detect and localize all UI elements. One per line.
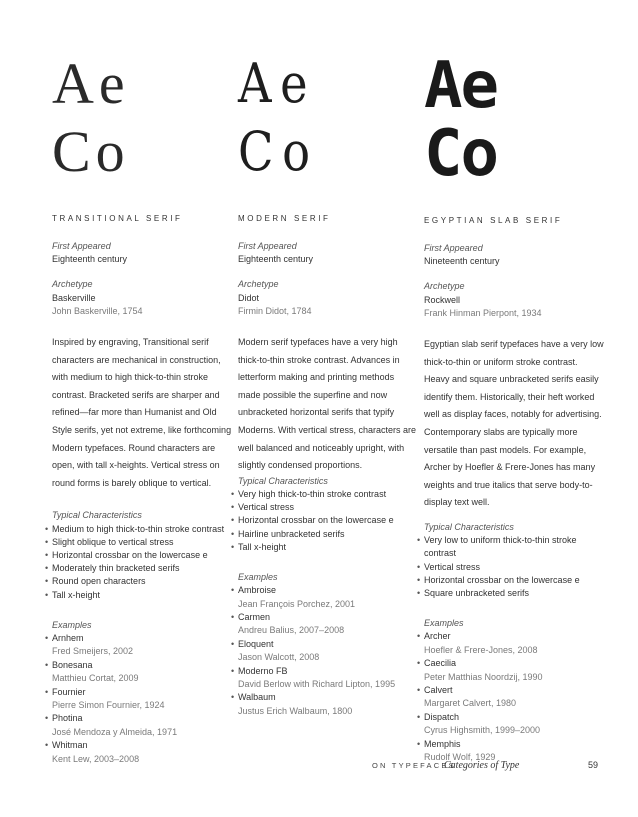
examples-section [231, 571, 421, 718]
example-designer: Fred Smeijers, 2002 [52, 646, 134, 657]
example-designer: David Berlow with Richard Lipton, 1995 [238, 679, 396, 690]
bullet-icon: • [231, 638, 235, 649]
field-label: First Appeared [52, 241, 111, 251]
specimen-line: Ae [52, 51, 130, 116]
bullet-icon: • [417, 535, 421, 546]
list-item [417, 534, 604, 560]
example-designer: Hoefler & Frere-Jones, 2008 [424, 644, 538, 655]
list-item [231, 541, 418, 554]
list-item [45, 575, 232, 588]
archetype [238, 278, 418, 318]
example-designer: Andreu Balius, 2007–2008 [238, 625, 345, 636]
description: Inspired by engraving, Transitional serif characters are mechanical in construction, with medium to high thick-to-thin stroke contrast. Bracketed serifs are sharper and refined—far more than Humanist and Old Style serifs, yet not extreme, like forthcoming Modern typefaces. Round characters are open, with tall x-heights. Vertical stress on round forms is barely oblique to vertical. [52, 337, 232, 488]
section-label: Typical Characteristics [238, 475, 328, 486]
list-item-text: Horizontal crossbar on the lowercase e [52, 549, 208, 560]
example-name: Arnhem [52, 632, 84, 643]
section-label: Typical Characteristics [424, 521, 514, 532]
bullet-icon: • [417, 658, 421, 669]
bullet-icon: • [231, 502, 235, 513]
column-transitional-serif [45, 50, 235, 766]
list-item [231, 528, 418, 541]
list-item-text: Hairline unbracketed serifs [238, 528, 345, 539]
examples-list [45, 632, 235, 766]
list-item-text: Tall x-height [52, 589, 101, 600]
archetype-designer: Firmin Didot, 1784 [238, 305, 312, 316]
list-item [417, 587, 604, 600]
example-designer: Rudolf Wolf, 1929 [424, 752, 496, 763]
list-item-text: Horizontal crossbar on the lowercase e [238, 515, 394, 526]
characteristics-section [45, 509, 235, 601]
example-designer: José Mendoza y Almeida, 1971 [52, 726, 178, 737]
example-name: Fournier [52, 686, 86, 697]
bullet-icon: • [45, 563, 49, 574]
bullet-icon: • [45, 589, 49, 600]
archetype-designer: Frank Hinman Pierpont, 1934 [424, 307, 542, 318]
section-label: Examples [238, 571, 278, 582]
characteristics-section [231, 475, 421, 554]
type-specimen [52, 50, 232, 208]
example-name: Memphis [424, 738, 461, 749]
first-appeared [238, 240, 418, 266]
section-title: Categories of Type [444, 760, 520, 771]
bullet-icon: • [231, 585, 235, 596]
example-name: Eloquent [238, 638, 274, 649]
specimen-line: Ae [238, 52, 317, 115]
examples-list [417, 630, 604, 764]
specimen-line: Co [424, 117, 498, 191]
list-item-text: Slight oblique to vertical stress [52, 536, 174, 547]
field-label: Archetype [238, 279, 279, 290]
example-name: Dispatch [424, 711, 460, 722]
example-name: Carmen [238, 612, 271, 622]
list-item [45, 589, 232, 602]
example-item [417, 711, 604, 738]
characteristics-list [417, 534, 604, 600]
first-appeared [52, 240, 232, 266]
list-item-text: Round open characters [52, 576, 146, 587]
example-name: Bonesana [52, 659, 93, 670]
list-item [231, 501, 418, 514]
page-number: 59 [588, 760, 599, 770]
list-item [45, 523, 232, 536]
specimen-line: Ae [424, 49, 498, 123]
page-footer [0, 761, 638, 775]
example-designer: Jean François Porchez, 2001 [238, 598, 356, 609]
first-appeared [424, 242, 604, 268]
field-label: First Appeared [424, 243, 483, 253]
list-item [231, 514, 418, 527]
column-modern-serif [231, 50, 421, 718]
bullet-icon: • [231, 612, 235, 622]
bullet-icon: • [231, 515, 235, 526]
bullet-icon: • [231, 541, 235, 552]
type-specimen [238, 50, 418, 208]
bullet-icon: • [45, 713, 49, 724]
example-item [45, 632, 235, 659]
bullet-icon: • [417, 574, 421, 585]
bullet-icon: • [45, 549, 49, 560]
example-item [231, 691, 418, 718]
archetype-designer: John Baskerville, 1754 [52, 305, 143, 316]
running-head: ON TYPEFACES [372, 761, 456, 770]
example-item [231, 611, 418, 638]
section-label: Typical Characteristics [52, 510, 142, 521]
example-name: Archer [424, 631, 451, 642]
archetype [52, 278, 232, 318]
example-name: Moderno FB [238, 665, 288, 676]
field-value: Eighteenth century [238, 254, 314, 265]
list-item-text: Horizontal crossbar on the lowercase e [424, 574, 580, 585]
list-item [417, 561, 604, 574]
bullet-icon: • [231, 488, 235, 499]
field-value: Nineteenth century [424, 256, 500, 267]
example-item [45, 686, 235, 713]
category-title: TRANSITIONAL SERIF [52, 214, 183, 223]
section-label: Examples [52, 619, 92, 630]
example-designer: Jason Walcott, 2008 [238, 652, 320, 663]
example-name: Calvert [424, 685, 453, 695]
bullet-icon: • [231, 528, 235, 539]
example-item [231, 638, 418, 665]
bullet-icon: • [45, 576, 49, 587]
characteristics-list [231, 488, 421, 554]
archetype [424, 280, 604, 320]
description: Egyptian slab serif typefaces have a very low thick-to-thin or uniform stroke contrast. Heavy and square unbracketed serifs easily identify them. Historically, their heft worked well as display faces, notably for advertising. Contemporary slabs are typically more versatile than past models. For example, Archer by Hoefler & Frere-Jones has many weights and true italics that serve body-to-display text well. [424, 339, 604, 508]
example-item [231, 584, 421, 611]
example-designer: Kent Lew, 2003–2008 [52, 753, 140, 764]
bullet-icon: • [417, 561, 421, 572]
example-item [45, 712, 232, 739]
bullet-icon: • [45, 740, 49, 751]
list-item-text: Vertical stress [424, 561, 481, 572]
example-item [417, 630, 604, 657]
field-value: Eighteenth century [52, 254, 128, 265]
description: Modern serif typefaces have a very high thick-to-thin stroke contrast. Advances in letterform making and printing methods made possible the superfine and now unbracketed horizontal serifs that typify Moderns. With vertical stress, characters are well balanced and noticeably upright, with slightly condensed proportions. [238, 337, 417, 471]
bullet-icon: • [231, 692, 235, 703]
example-item [45, 659, 235, 686]
field-label: First Appeared [238, 241, 297, 251]
list-item [417, 574, 604, 587]
type-specimen [424, 49, 604, 210]
example-designer: Justus Erich Walbaum, 1800 [238, 705, 353, 716]
field-value: Baskerville [52, 292, 96, 303]
list-item [231, 488, 418, 501]
list-item-text: Tall x-height [238, 541, 287, 552]
bullet-icon: • [45, 536, 49, 547]
example-designer: Cyrus Highsmith, 1999–2000 [424, 725, 541, 736]
example-name: Photina [52, 713, 83, 724]
example-name: Whitman [52, 740, 88, 751]
bullet-icon: • [45, 686, 49, 697]
example-designer: Pierre Simon Fournier, 1924 [52, 700, 165, 711]
list-item-text: Moderately thin bracketed serifs [52, 563, 180, 574]
example-name: Ambroise [238, 585, 277, 596]
examples-section [45, 619, 235, 766]
list-item [45, 549, 232, 562]
field-label: Archetype [52, 279, 93, 290]
example-name: Walbaum [238, 692, 276, 703]
example-designer: Peter Matthias Noordzij, 1990 [424, 671, 543, 682]
bullet-icon: • [45, 659, 49, 670]
characteristics-section [417, 521, 604, 600]
bullet-icon: • [417, 738, 421, 749]
list-item [45, 562, 232, 575]
field-label: Archetype [424, 281, 465, 292]
field-value: Didot [238, 292, 260, 303]
specimen-line: Co [52, 119, 130, 184]
example-item [417, 657, 604, 684]
example-item [417, 684, 604, 711]
list-item-text: Medium to high thick-to-thin stroke contrast [52, 523, 225, 534]
bullet-icon: • [45, 523, 49, 534]
section-label: Examples [424, 618, 464, 629]
bullet-icon: • [417, 587, 421, 598]
bullet-icon: • [417, 711, 421, 722]
examples-list [231, 584, 421, 718]
bullet-icon: • [417, 631, 421, 642]
bullet-icon: • [231, 665, 235, 676]
example-name: Caecilia [424, 658, 457, 669]
bullet-icon: • [45, 632, 49, 643]
example-item [231, 665, 418, 692]
list-item-text: Very low to uniform thick-to-thin stroke contrast [424, 535, 577, 559]
specimen-line: Co [238, 120, 319, 183]
field-value: Rockwell [424, 294, 461, 305]
category-title: MODERN SERIF [238, 214, 331, 223]
example-designer: Matthieu Cortat, 2009 [52, 673, 139, 684]
bullet-icon: • [417, 685, 421, 695]
list-item-text: Square unbracketed serifs [424, 587, 530, 598]
category-title: EGYPTIAN SLAB SERIF [424, 216, 563, 225]
examples-section [417, 617, 604, 764]
list-item [45, 536, 232, 549]
list-item-text: Vertical stress [238, 502, 295, 513]
column-egyptian-slab-serif [417, 49, 604, 764]
list-item-text: Very high thick-to-thin stroke contrast [238, 488, 387, 499]
characteristics-list [45, 523, 235, 602]
example-designer: Margaret Calvert, 1980 [424, 698, 517, 709]
